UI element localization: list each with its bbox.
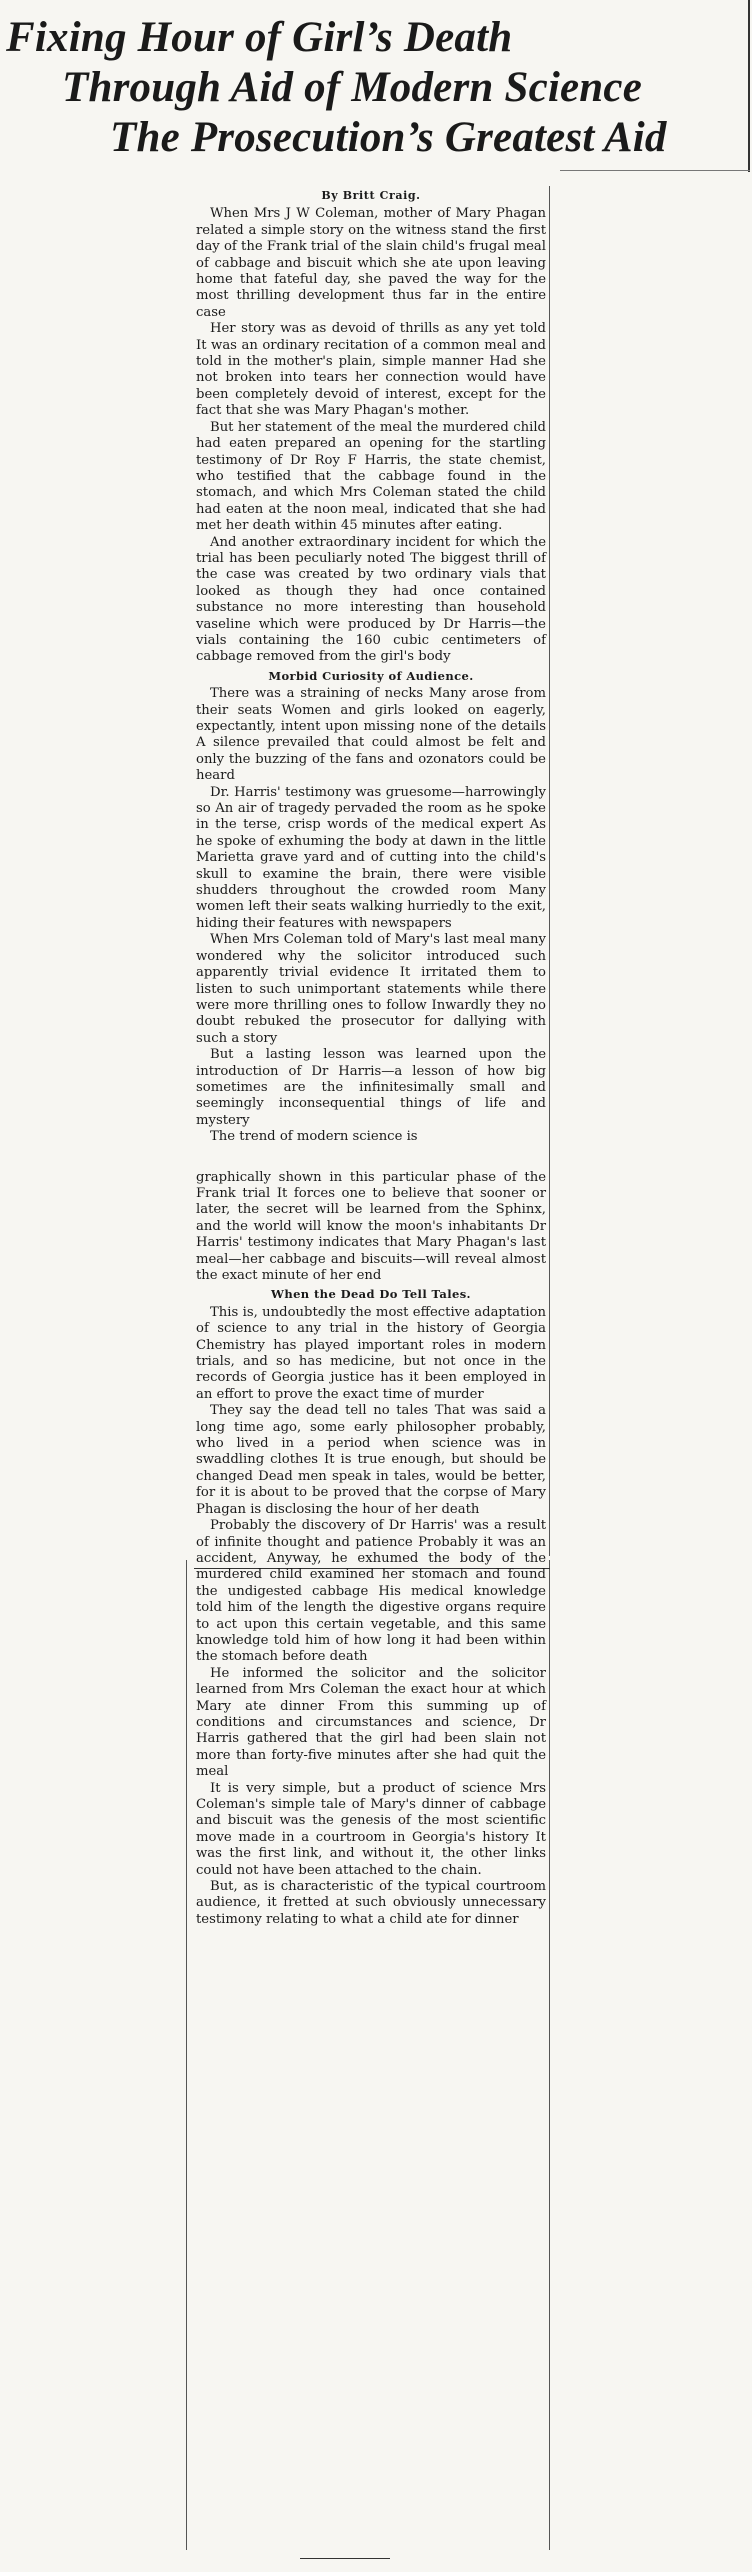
article-paragraph: Dr. Harris' testimony was gruesome—harrowingly so An air of tragedy pervaded the room as he spoke in the terse, crisp words of the medical expert As he spoke of exhuming the body at dawn in the little Marietta grave yard and of cutting into the child's skull to examine the brain, there were visible shudders throughout the crowded room Many women left their seats walking hurriedly to the exit, hiding their features with newspapers (196, 784, 546, 931)
column-rule-right-lower (549, 1560, 550, 2550)
article-column (196, 188, 546, 1928)
headline-underline-rule (560, 170, 750, 171)
article-paragraph: Probably the discovery of Dr Harris' was a result of infinite thought and patience Probably it was an accident, Anyway, he exhumed the body of the murdered child examined her stomach and found the undigested cabbage His medical knowledge told him of the length the digestive organs require to act upon this certain vegetable, and this same knowledge told him of how long it had been within the stomach before death (196, 1518, 546, 1665)
byline: By Britt Craig. (321, 189, 421, 202)
article-paragraph: But a lasting lesson was learned upon the introduction of Dr Harris—a lesson of how big sometimes are the infinitesimally small and seemingly inconsequential things of life and mystery (196, 1047, 546, 1128)
headline-border-rule (748, 0, 750, 172)
headline-line-2: Through Aid of Modern Science (62, 64, 642, 111)
article-paragraph: The trend of modern science is (210, 1129, 418, 1145)
subheading: Morbid Curiosity of Audience. (268, 668, 474, 683)
article-paragraph: graphically shown in this particular phase of the Frank trial It forces one to believe that sooner or later, the secret will be learned from the Sphinx, and the world will know the moon's inhabitants Dr Harris' testimony indicates that Mary Phagan's last meal—her cabbage and biscuits—will reveal almost the exact minute of her end (196, 1169, 546, 1283)
subheading: When the Dead Do Tell Tales. (271, 1287, 471, 1302)
article-paragraph: And another extraordinary incident for which the trial has been peculiarly noted The biggest thrill of the case was created by two ordinary vials that looked as though they had once contained substance no more interesting than household vaseline which were produced by Dr Harris—the vials containing the 160 cubic centimeters of cabbage removed from the girl's body (196, 534, 546, 665)
article-paragraph: When Mrs Coleman told of Mary's last meal many wondered why the solicitor introduced such apparently trivial evidence It irritated them to listen to such unimportant statements while there were more thrilling ones to follow Inwardly they no doubt rebuked the prosecutor for dallying with such a story (196, 932, 546, 1046)
column-break-gap (196, 1146, 546, 1170)
headline-block (0, 0, 752, 175)
article-paragraph: Her story was as devoid of thrills as any yet told It was an ordinary recitation of a common meal and told in the mother's plain, simple manner Had she not broken into tears her connection would have been completely devoid of interest, except for the fact that she was Mary Phagan's mother. (196, 321, 546, 419)
column-rule-left-lower (186, 1560, 187, 2550)
article-paragraph: This is, undoubtedly the most effective adaptation of science to any trial in the history of Georgia Chemistry has played important roles in modern trials, and so has medicine, but not once in the records of Georgia justice has it been employed in an effort to prove the exact time of murder (196, 1304, 546, 1402)
article-paragraph: He informed the solicitor and the solicitor learned from Mrs Coleman the exact hour at which Mary ate dinner From this summing up of conditions and circumstances and science, Dr Harris gathered that the girl had been slain not more than forty-five minutes after she had quit the meal (196, 1665, 546, 1780)
article-paragraph: It is very simple, but a product of science Mrs Coleman's simple tale of Mary's dinner of cabbage and biscuit was the genesis of the most scientific move made in a courtroom in Georgia's history It was the first link, and without it, the other links could not have been attached to the chain. (196, 1780, 546, 1878)
article-paragraph: They say the dead tell no tales That was said a long time ago, some early philosopher probably, who lived in a period when science was in swaddling clothes It is true enough, but should be changed Dead men speak in tales, would be better, for it is about to be proved that the corpse of Mary Phagan is disclosing the hour of her death (196, 1403, 546, 1517)
column-rule-right-upper (549, 186, 550, 1556)
article-paragraph: There was a straining of necks Many arose from their seats Women and girls looked on eagerly, expectantly, intent upon missing none of the details A silence prevailed that could almost be felt and only the buzzing of the fans and ozonators could be heard (196, 686, 546, 784)
article-end-rule (300, 2558, 390, 2559)
headline-line-1: Fixing Hour of Girl’s Death (6, 14, 513, 61)
article-paragraph: But her statement of the meal the murdered child had eaten prepared an opening for the startling testimony of Dr Roy F Harris, the state chemist, who testified that the cabbage found in the stomach, and which Mrs Coleman stated the child had eaten at the noon meal, indicated that she had met her death within 45 minutes after eating. (196, 419, 546, 534)
headline-line-3: The Prosecution’s Greatest Aid (110, 114, 667, 161)
article-paragraph: When Mrs J W Coleman, mother of Mary Phagan related a simple story on the witness stand the first day of the Frank trial of the slain child's frugal meal of cabbage and biscuit which she ate upon leaving home that fateful day, she paved the way for the most thrilling development thus far in the entire case (196, 206, 546, 320)
article-paragraph: But, as is characteristic of the typical courtroom audience, it fretted at such obviously unnecessary testimony relating to what a child ate for dinner (196, 1879, 546, 1927)
